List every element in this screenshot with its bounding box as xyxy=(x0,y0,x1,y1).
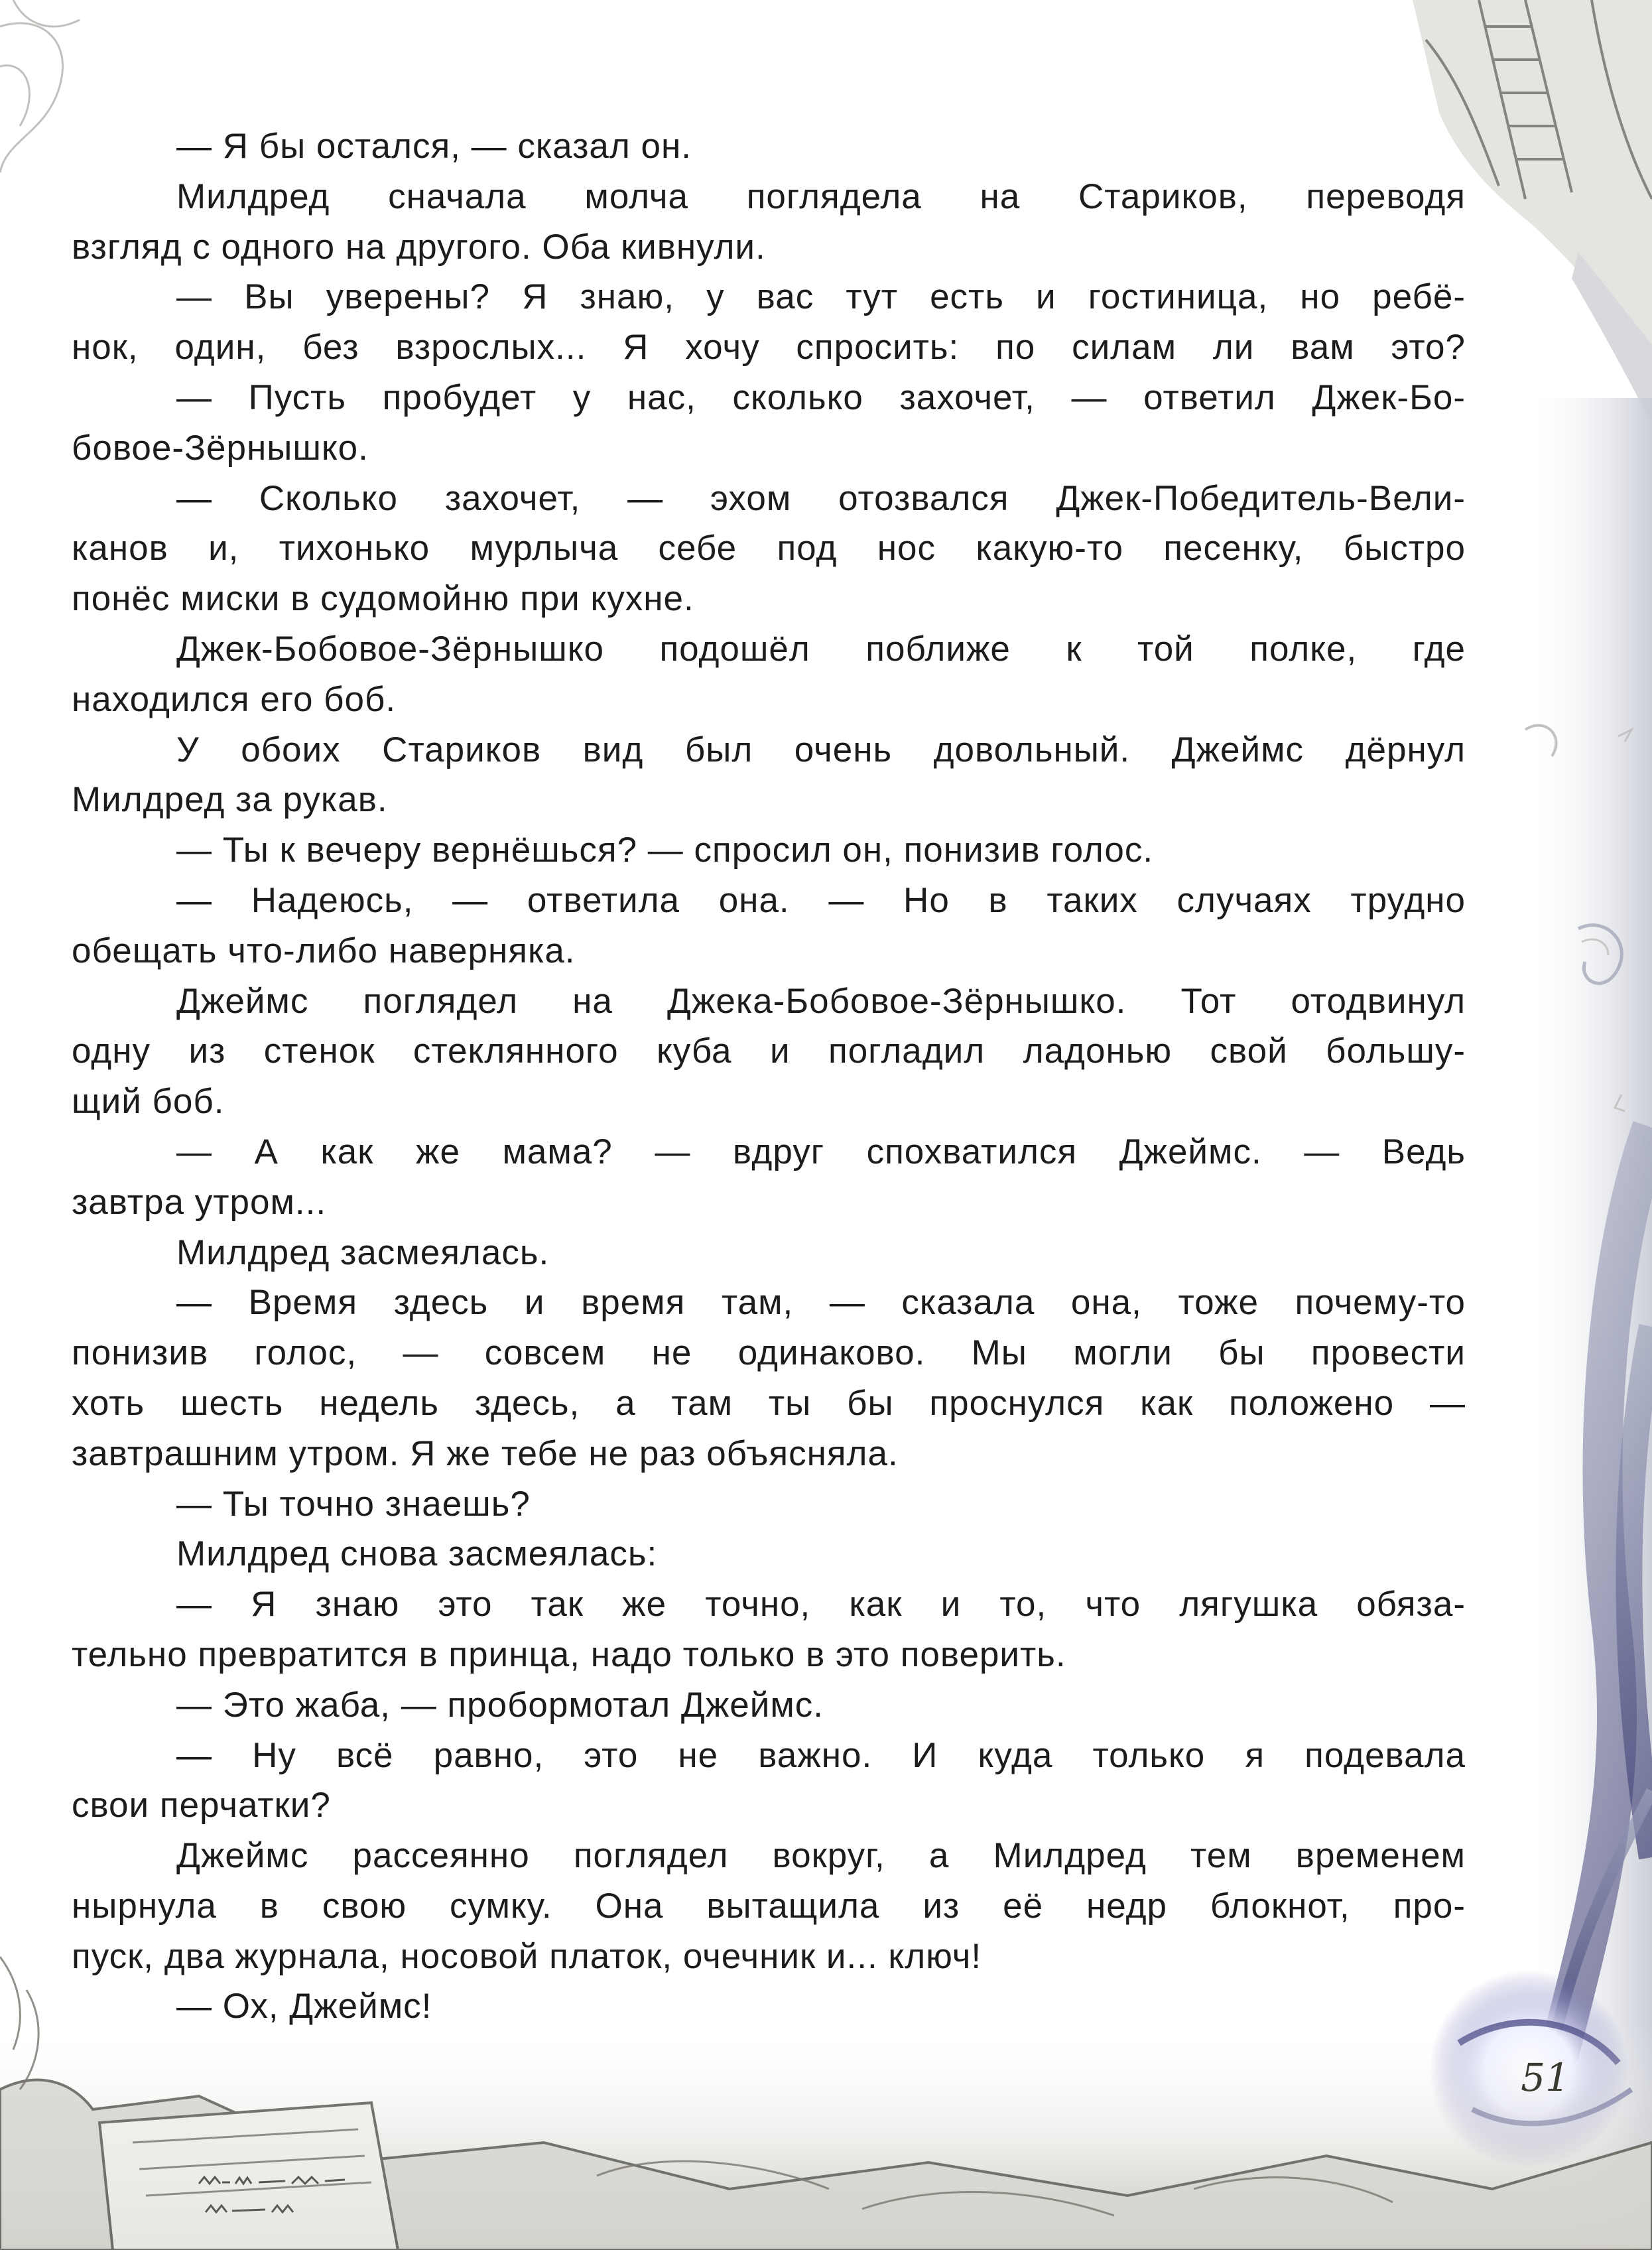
text-line: — Ну всё равно, это не важно. И куда только я подевала xyxy=(176,1735,1466,1775)
text-line: — Сколько захочет, — эхом отозвался Джек-Победитель-Вели- xyxy=(176,478,1466,518)
text-line: У обоих Стариков вид был очень довольный. Джеймс дёрнул xyxy=(176,730,1466,769)
text-line: — Надеюсь, — ответила она. — Но в таких случаях трудно xyxy=(176,880,1466,920)
text-line: понёс миски в судомойню при кухне. xyxy=(72,579,694,619)
text-line: взгляд с одного на другого. Оба кивнули. xyxy=(72,227,766,267)
text-line: находился его боб. xyxy=(72,679,397,719)
text-line: — Ох, Джеймс! xyxy=(176,1987,432,2026)
text-line: понизив голос, — совсем не одинаково. Мы могли бы провести xyxy=(72,1333,1466,1373)
text-line: — Я бы остался, — сказал он. xyxy=(176,127,692,166)
text-line: — Это жаба, — пробормотал Джеймс. xyxy=(176,1685,824,1725)
text-line: бовое-Зёрнышко. xyxy=(72,428,369,468)
text-line: канов и, тихонько мурлыча себе под нос какую-то песенку, быстро xyxy=(72,529,1466,568)
text-line: пуск, два журнала, носовой платок, очечник и... ключ! xyxy=(72,1936,982,1976)
text-line: свои перчатки? xyxy=(72,1786,331,1825)
text-line: Джеймс рассеянно поглядел вокруг, а Милдред тем временем xyxy=(176,1836,1466,1876)
book-page-text xyxy=(72,121,1466,2032)
text-line: — Я знаю это так же точно, как и то, что лягушка обяза- xyxy=(176,1585,1466,1624)
text-line: хоть шесть недель здесь, а там ты бы проснулся как положено — xyxy=(72,1383,1466,1423)
text-line: — Вы уверены? Я знаю, у вас тут есть и гостиница, но ребё- xyxy=(176,277,1466,317)
text-line: одну из стенок стеклянного куба и погладил ладонью свой большу- xyxy=(72,1031,1466,1071)
text-line: обещать что-либо наверняка. xyxy=(72,931,576,970)
text-line: тельно превратится в принца, надо только в это поверить. xyxy=(72,1634,1066,1674)
text-line: — Ты точно знаешь? xyxy=(176,1484,531,1524)
text-line: — А как же мама? — вдруг спохватился Джеймс. — Ведь xyxy=(176,1132,1466,1171)
text-line: Милдред за рукав. xyxy=(72,780,388,820)
text-line: нырнула в свою сумку. Она вытащила из её недр блокнот, про- xyxy=(72,1886,1466,1926)
page-number: 51 xyxy=(1521,2055,1570,2100)
text-line: — Время здесь и время там, — сказала она, тоже почему-то xyxy=(176,1283,1466,1323)
text-line: щий боб. xyxy=(72,1082,225,1122)
text-line: завтра утром... xyxy=(72,1182,327,1222)
text-line: Джеймс поглядел на Джека-Бобовое-Зёрнышко. Тот отодвинул xyxy=(176,981,1466,1021)
text-line: нок, один, без взрослых... Я хочу спросить: по силам ли вам это? xyxy=(72,328,1466,367)
text-line: — Ты к вечеру вернёшься? — спросил он, понизив голос. xyxy=(176,830,1154,870)
text-line: — Пусть пробудет у нас, сколько захочет, — ответил Джек-Бо- xyxy=(176,377,1466,417)
text-line: Милдред засмеялась. xyxy=(176,1232,550,1272)
corner-sketch-top-left xyxy=(0,0,80,172)
text-line: Джек-Бобовое-Зёрнышко подошёл поближе к той полке, где xyxy=(176,629,1466,669)
text-line: Милдред сначала молча поглядела на Стариков, переводя xyxy=(176,176,1466,216)
text-line: Милдред снова засмеялась: xyxy=(176,1534,658,1574)
text-line: завтрашним утром. Я же тебе не раз объясняла. xyxy=(72,1433,899,1473)
